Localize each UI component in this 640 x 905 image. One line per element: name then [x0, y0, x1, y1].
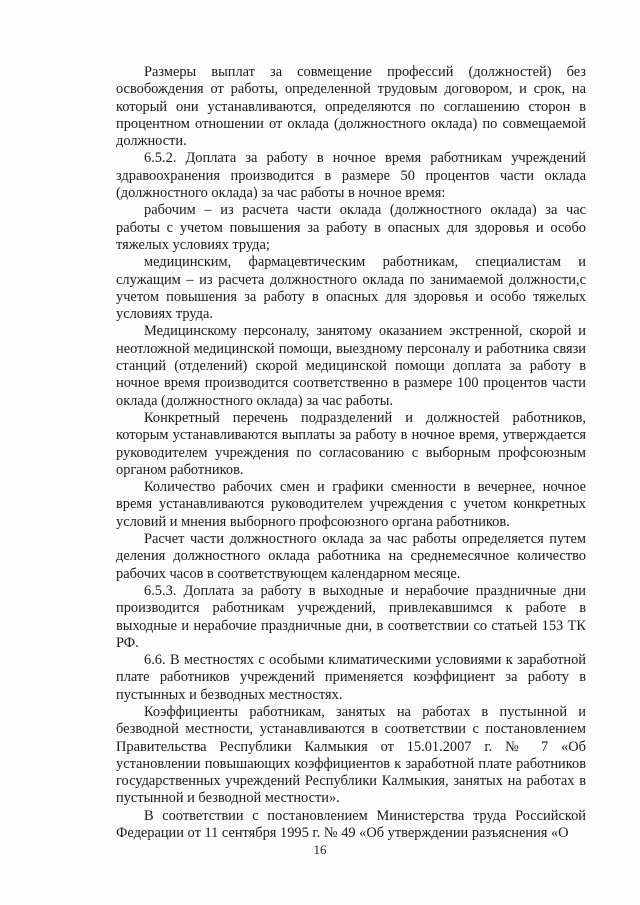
- paragraph-6: Конкретный перечень подразделений и должностей работников, которым устанавливаются выплаты за работу в ночное время, утверждается руководителем учреждения по согласованию с выборным профсоюзным органом работников.: [116, 409, 586, 478]
- paragraph-12: В соответствии с постановлением Министерства труда Российской Федерации от 11 сентября 1995 г. № 49 «Об утверждении разъяснения «О: [116, 807, 586, 842]
- document-body: [116, 64, 586, 842]
- paragraph-8: Расчет части должностного оклада за час работы определяется путем деления должностного оклада работника на среднемесячное количество рабочих часов в соответствующем календарном месяце.: [116, 531, 586, 582]
- paragraph-5: Медицинскому персоналу, занятому оказанием экстренной, скорой и неотложной медицинской помощи, выездному персоналу и работника связи станций (отделений) скорой медицинской помощи доплата за работу в ночное время производится соответственно в размере 100 процентов части оклада (должностного оклада) за час работы.: [116, 323, 586, 409]
- paragraph-3: рабочим – из расчета части оклада (должностного оклада) за час работы с учетом повышения за работу в опасных для здоровья и особо тяжелых условиях труда;: [116, 202, 586, 253]
- paragraph-10: 6.6. В местностях с особыми климатическими условиями к заработной плате работников учреждений применяется коэффициент за работу в пустынных и безводных местностях.: [116, 652, 586, 703]
- page-number: 16: [313, 842, 327, 857]
- paragraph-11: Коэффициенты работникам, занятых на работах в пустынной и безводной местности, устанавливаются в соответствии с постановлением Правительства Республики Калмыкия от 15.01.2007 г. № 7 «Об установлении повышающих коэффициентов к заработной плате работников государственных учреждений Республики Калмыкия, занятых на работах в пустынной и безводной местности».: [116, 703, 586, 807]
- paragraph-7: Количество рабочих смен и графики сменности в вечернее, ночное время устанавливаются руководителем учреждения с учетом конкретных условий и мнения выборного профсоюзного органа работников.: [116, 479, 586, 530]
- paragraph-1: Размеры выплат за совмещение профессий (должностей) без освобождения от работы, определенной трудовым договором, и срок, на который они устанавливаются, определяются по соглашению сторон в процентном отношении от оклада (должностного оклада) по совмещаемой должности.: [116, 64, 586, 150]
- paragraph-4: медицинским, фармацевтическим работникам, специалистам и служащим – из расчета должностного оклада по занимаемой должности,с учетом повышения за работу в опасных для здоровья и особо тяжелых условиях труда.: [116, 254, 586, 323]
- paragraph-9: 6.5.3. Доплата за работу в выходные и нерабочие праздничные дни производится работникам учреждений, привлекавшимся к работе в выходные и нерабочие праздничные дни, в соответствии со статьей 153 ТК РФ.: [116, 582, 586, 651]
- paragraph-2: 6.5.2. Доплата за работу в ночное время работникам учреждений здравоохранения производится в размере 50 процентов части оклада (должностного оклада) за час работы в ночное время:: [116, 150, 586, 202]
